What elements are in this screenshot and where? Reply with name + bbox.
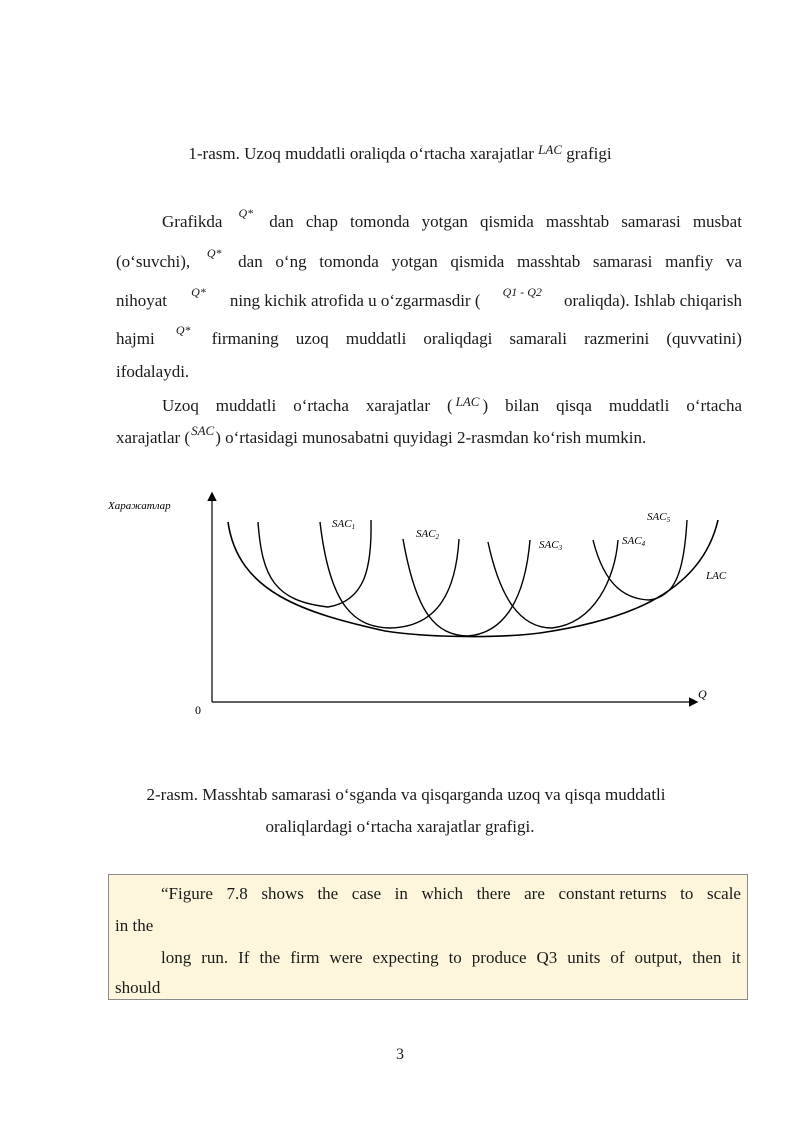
figure1-caption-suffix: grafigi (566, 144, 612, 163)
word: were (329, 948, 363, 967)
figure2-caption-line2: oraliqlardagi o‘rtacha xarajatlar grafigi. (265, 817, 535, 836)
open-paren: ( (446, 396, 453, 415)
word: dan (269, 212, 294, 231)
word: uzoq (295, 329, 329, 348)
word: bilan (505, 396, 540, 415)
figure1-caption-text: 1-rasm. Uzoq muddatli oraliqda o‘rtacha xarajatlar (188, 144, 534, 163)
figure2-caption-line1: 2-rasm. Masshtab samarasi o‘sganda va qisqarganda uzoq va qisqa muddatli (146, 785, 666, 804)
word: “Figure (161, 884, 213, 903)
word: firm (290, 948, 320, 967)
word: long (161, 948, 192, 967)
word: output, (634, 948, 683, 967)
text-segment: ifodalaydi. (116, 362, 190, 381)
q-star-symbol: Q* (238, 206, 254, 220)
lac-label: LAC (706, 570, 727, 582)
sac1-label: SAC1 (332, 518, 356, 531)
sac-symbol: SAC (191, 423, 215, 438)
word: o‘ng (275, 252, 307, 271)
word: razmerini (584, 329, 650, 348)
word: are (524, 884, 545, 903)
word: samarali (509, 329, 568, 348)
word: yotgan (391, 252, 438, 271)
word: va (725, 252, 742, 271)
word: chap (305, 212, 338, 231)
word: the (259, 948, 281, 967)
word: firmaning (211, 329, 279, 348)
lac-sac-chart (100, 488, 740, 728)
origin-label: 0 (195, 703, 201, 717)
close-paren: ) (482, 396, 489, 415)
word: dan (238, 252, 263, 271)
word: qismida (479, 212, 534, 231)
sac5-label: SAC5 (647, 511, 671, 524)
word: hajmi (116, 329, 155, 348)
word: 7.8 (226, 884, 248, 903)
word: then (692, 948, 722, 967)
word: tomonda (350, 212, 410, 231)
word: scale (706, 884, 741, 903)
word: in (394, 884, 408, 903)
word: shows (261, 884, 304, 903)
x-axis-label: Q (698, 687, 707, 701)
word: masshtab (516, 252, 581, 271)
word: there (476, 884, 511, 903)
word: nihoyat (116, 291, 167, 310)
lac-symbol: LAC (538, 142, 563, 157)
paragraph1-line5 (116, 362, 742, 382)
quote-line3 (115, 948, 741, 968)
word: masshtab (545, 212, 610, 231)
lac-symbol: LAC (455, 394, 480, 409)
quote-box (108, 874, 748, 1000)
sac4-label: SAC4 (622, 535, 646, 548)
paragraph2-line1 (116, 396, 742, 416)
word: to (680, 884, 694, 903)
word: expecting (372, 948, 439, 967)
sac3-curve (403, 539, 530, 636)
y-axis-label: Харажатлар (108, 500, 171, 512)
word: tomonda (319, 252, 379, 271)
word: case (351, 884, 382, 903)
word: samarasi (621, 212, 681, 231)
word: the (317, 884, 339, 903)
word: to (448, 948, 462, 967)
word: o‘rtacha (686, 396, 742, 415)
text-segment: ) o‘rtasidagi munosabatni quyidagi 2-rasmdan ko‘rish mumkin. (215, 428, 647, 447)
paragraph1-line1 (116, 206, 742, 232)
word: oraliqdagi (423, 329, 493, 348)
quote-line4: should (115, 978, 161, 997)
word: qisqa (556, 396, 592, 415)
paragraph1-line3 (116, 285, 742, 311)
figure1-caption (0, 144, 800, 164)
word: Q3 (536, 948, 558, 967)
paragraph1-line4 (116, 323, 742, 349)
paragraph1-line2 (116, 246, 742, 272)
word: yotgan (421, 212, 468, 231)
word: of (610, 948, 625, 967)
lac-curve (228, 520, 718, 637)
word: musbat (692, 212, 742, 231)
word: (quvvatini) (666, 329, 742, 348)
word: muddatli (345, 329, 407, 348)
word: run. (201, 948, 229, 967)
paragraph2-line2 (116, 423, 742, 448)
word: it (731, 948, 741, 967)
text-segment: oraliqda). Ishlab chiqarish (563, 291, 742, 310)
sac3-label: SAC3 (539, 539, 563, 552)
word: qismida (450, 252, 505, 271)
word: produce (471, 948, 527, 967)
quote-line1 (115, 884, 741, 904)
word: (o‘suvchi), (116, 252, 191, 271)
word: muddatli (608, 396, 670, 415)
word: samarasi (592, 252, 653, 271)
q-star-symbol: Q* (206, 246, 222, 260)
quote-line2: in the (115, 916, 154, 935)
q1-q2-symbol: Q1 - Q2 (502, 285, 542, 299)
word: Uzoq (162, 396, 199, 415)
word: muddatli (215, 396, 277, 415)
q-star-symbol: Q* (175, 323, 191, 337)
text-segment: xarajatlar ( (116, 428, 191, 447)
word: manfiy (665, 252, 714, 271)
word: If (238, 948, 250, 967)
word: o‘rtacha (293, 396, 349, 415)
q-star-symbol: Q* (191, 285, 206, 299)
word: which (421, 884, 463, 903)
page-number: 3 (396, 1046, 404, 1063)
word: xarajatlar (365, 396, 431, 415)
text-segment: ning kichik atrofida u o‘zgarmasdir ( (229, 291, 481, 310)
sac2-label: SAC2 (416, 528, 440, 541)
word: Grafikda (162, 212, 223, 231)
word: units (567, 948, 601, 967)
word: constant returns (558, 884, 667, 903)
